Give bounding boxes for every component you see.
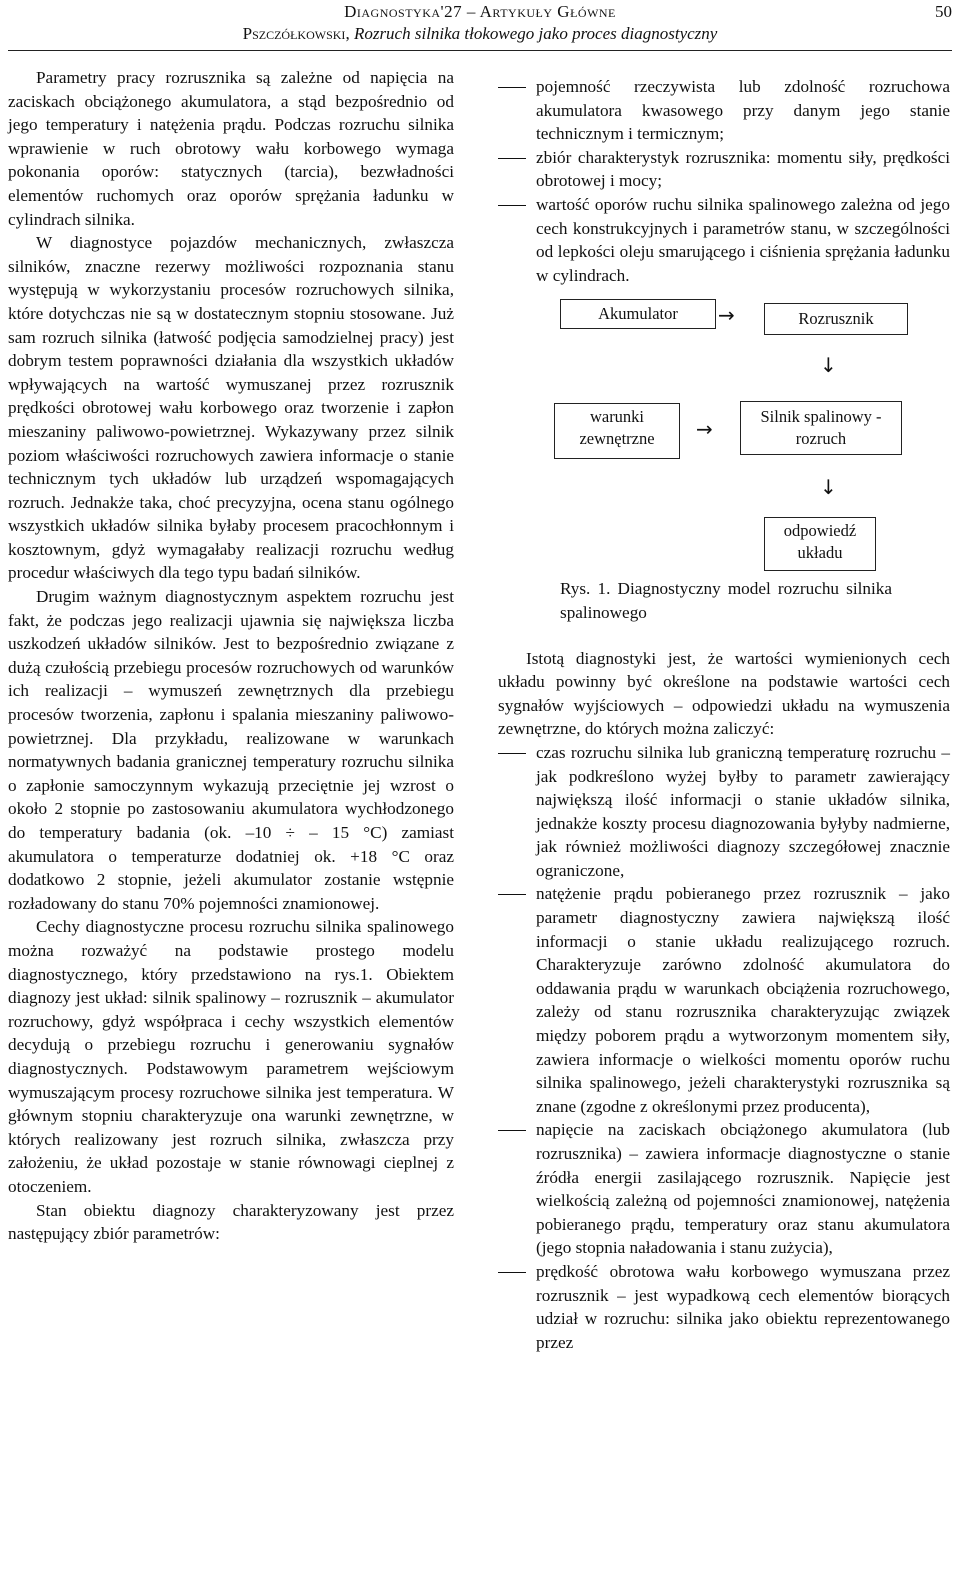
- figure-caption: Rys. 1. Diagnostyczny model rozruchu silnika spalinowego: [560, 579, 892, 622]
- paragraph: Stan obiektu diagnozy charakteryzowany jest przez następujący zbiór parametrów:: [8, 1200, 454, 1244]
- header-author: Pszczółkowski: [242, 24, 346, 43]
- journal-name: Diagnostyka'27 – Artykuły Główne: [344, 2, 616, 21]
- left-column: [8, 66, 454, 1246]
- box-odpowiedz: odpowiedź układu: [764, 517, 876, 571]
- paragraph: Istotą diagnostyki jest, że wartości wymienionych cech układu powinny być określone na podstawie wartości cech sygnałów wyjściowych – odpowiedzi układu na wymuszenia zewnętrzne, do których można zaliczyć:: [498, 648, 950, 739]
- paragraph: Parametry pracy rozrusznika są zależne od napięcia na zaciskach obciążonego akumulatora, a stąd bezpośrednio od jego temperatury i natężenia prądu. Podczas rozruchu silnika wprawienie w ruch obrotowy wału korbowego wymaga pokonania oporów: statycznych (tarcia), bezwładności elementów ruchomych oraz oporów sprężania ładunku w cylindrach silnika.: [8, 68, 454, 229]
- paragraph: Drugim ważnym diagnostycznym aspektem rozruchu jest fakt, że podczas jego realizacji ujawnia się największa liczba uszkodzeń układów silników. Jest to bezpośrednio związane z dużą czułością przebiegu procesów rozruchowych od warunków ich realizacji – wymuszeń zewnętrznych dla przebiegu procesów tworzenia, zapłonu i spalania mieszaniny paliwowo-powietrznej. Dla przykładu, realizowane w warunkach normatywnych badania granicznej temperatury rozruchu silnika o zapłonie samoczynnym wykazują przeciętnie jej wzrost o około 2 stopnie po zastosowaniu akumulatora wychłodzonego do temperatury badania (ok. –10 ÷ – 15 °C) zamiast akumulatora o temperaturze dodatniej ok. +18 °C oraz dodatkowo 2 stopnie, jeżeli akumulator zostanie wstępnie rozładowany do stanu 70% pojemności znamionowej.: [8, 587, 454, 913]
- arrow-right-icon: →: [718, 303, 735, 328]
- list-item: napięcie na zaciskach obciążonego akumulatora (lub rozrusznika) – zawiera informacje diagnostyczne o stanie źródła energii zasilającego rozrusznik. Napięcie jest wielkością zależną od pojemności znamionowej, natężenia pobieranego prądu, temperatury oraz stanu akumulatora (jego stopnia naładowania i stanu zużycia),: [498, 1118, 950, 1260]
- diagnostic-model-diagram: [498, 295, 950, 565]
- page-number: 50: [935, 2, 952, 21]
- box-akumulator: Akumulator: [560, 299, 716, 329]
- arrow-down-icon: ↓: [820, 475, 837, 500]
- list-item: pojemność rzeczywista lub zdolność rozruchowa akumulatora kwasowego przy danym jego stanie technicznym i termicznym;: [498, 75, 950, 146]
- list-item: prędkość obrotowa wału korbowego wymuszana przez rozrusznik – jest wypadkową cech elementów biorących udział w rozruchu: silnika jako obiektu reprezentowanego przez: [498, 1260, 950, 1354]
- arrow-right-icon: →: [696, 417, 713, 442]
- box-silnik: Silnik spalinowy - rozruch: [740, 401, 902, 455]
- running-subheader: Pszczółkowski, Rozruch silnika tłokowego jako proces diagnostyczny: [242, 24, 718, 43]
- box-rozrusznik: Rozrusznik: [764, 303, 908, 335]
- running-header: [0, 2, 960, 22]
- right-column: [498, 75, 950, 1354]
- list-item: czas rozruchu silnika lub graniczną temperaturę rozruchu – jak podkreślono wyżej byłby to parametr zawierający największą ilość informacji o stanie układów silnika, jednakże koszty procesu diagnozowania byłyby nadmierne, jak również możliwości diagnozy szczegółowej znacznie ograniczone,: [498, 741, 950, 883]
- arrow-down-icon: ↓: [820, 353, 837, 378]
- list-item: zbiór charakterystyk rozrusznika: momentu siły, prędkości obrotowej i mocy;: [498, 146, 950, 193]
- header-rule: [8, 50, 952, 51]
- box-warunki: warunki zewnętrzne: [554, 403, 680, 459]
- list-item: wartość oporów ruchu silnika spalinowego zależna od jego cech konstrukcyjnych i parametrów stanu, w szczególności od lepkości oleju smarującego i ciśnienia sprężania ładunku w cylindrach.: [498, 193, 950, 287]
- paragraph: W diagnostyce pojazdów mechanicznych, zwłaszcza silników, znaczne rezerwy możliwości rozpoznania stanu występują w wykorzystaniu procesów rozruchowych silnika, które dotychczas nie są w dostatecznym stopniu stosowane. Już sam rozruch silnika (łatwość podjęcia samodzielnej pracy) jest dobrym testem poprawności działania dla wszystkich układów wpływających na wartość wymuszanej przez rozrusznik prędkości obrotowej wału korbowego oraz tworzenie i zapłon mieszaniny paliwowo-powietrznej. Wykazywany przez silnik poziom właściwości rozruchowych zawiera informacje o stanie technicznym tych układów lub urządzeń wspomagających rozruch. Jednakże taka, choć precyzyjna, ocena stanu ogólnego wszystkich układów silnika byłaby procesem pracochłonnym i kosztownym, gdyż wymagałaby realizacji rozruchu według procedur właściwych dla tego typu badań silników.: [8, 233, 454, 583]
- header-article-title: Rozruch silnika tłokowego jako proces diagnostyczny: [353, 24, 718, 43]
- paragraph: Cechy diagnostyczne procesu rozruchu silnika spalinowego można rozważyć na podstawie prostego modelu diagnostycznego, który przedstawiono na rys.1. Obiektem diagnozy jest układ: silnik spalinowy – rozrusznik – akumulator rozruchowy, gdyż współpraca i cechy wszystkich elementów decydują o przebiegu rozruchu i generowaniu sygnałów diagnostycznych. Podstawowym parametrem wejściowym wymuszającym procesy rozruchowe silnika jest temperatura. W głównym stopniu charakteryzuje ona warunki zewnętrzne, w których realizowany jest rozruch silnika, zwłaszcza przy założeniu, że układ pozostaje w stanie równowagi cieplnej z otoczeniem.: [8, 917, 454, 1196]
- list-item: natężenie prądu pobieranego przez rozrusznik – jako parametr diagnostyczny zawiera największą ilość informacji o stanie układu realizującego rozruch. Charakteryzuje zarówno zdolność akumulatora do oddawania prądu w warunkach obciążenia rozruchowego, zależy od stanu rozrusznika charakteryzując związek między poborem prądu a wytworzonym momentem siły, zawiera informacje o wielkości momentu oporów ruchu silnika spalinowego, jeżeli charakterystyki rozrusznika są znane (zgodne z określonymi przez producenta),: [498, 882, 950, 1118]
